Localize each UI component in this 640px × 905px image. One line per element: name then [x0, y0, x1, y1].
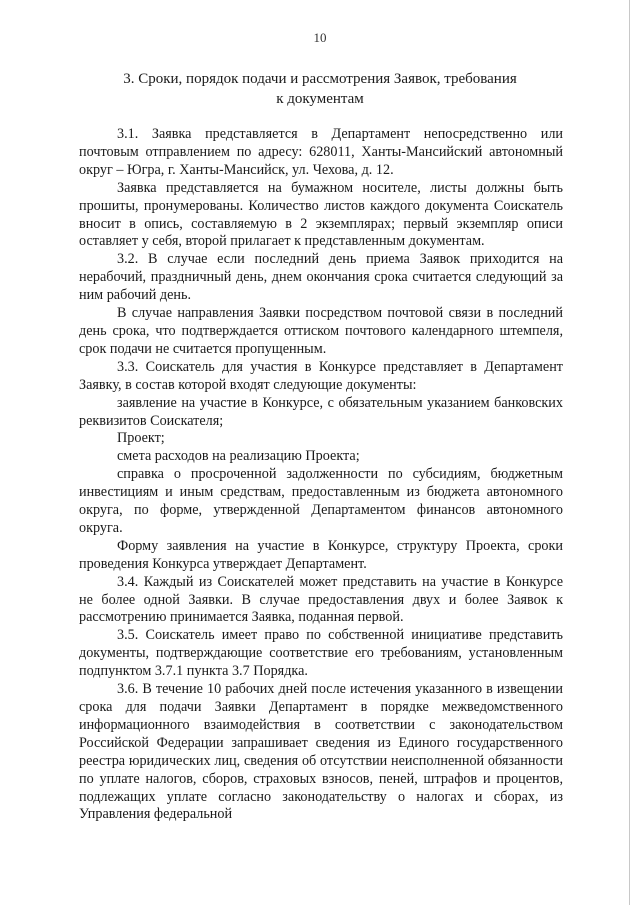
section-heading-line-1: 3. Сроки, порядок подачи и рассмотрения Заявок, требования: [123, 71, 517, 87]
paragraph-3-3: 3.3. Соискатель для участия в Конкурсе представляет в Департамент Заявку, в состав которой входят следующие документы:: [79, 358, 563, 393]
paragraph-paper-format: Заявка представляется на бумажном носителе, листы должны быть прошиты, пронумерованы. Количество листов каждого документа Соискатель вносит в опись, составляемую в 2 экземплярах; первый экземпляр описи оставляет у себя, второй прилагает к представленным документам.: [79, 179, 563, 250]
paragraph-forms: Форму заявления на участие в Конкурсе, структуру Проекта, сроки проведения Конкурса утверждает Департамент.: [79, 537, 563, 572]
list-item-application: заявление на участие в Конкурсе, с обязательным указанием банковских реквизитов Соискателя;: [79, 394, 563, 429]
section-heading-line-2: к документам: [276, 91, 364, 107]
section-heading: [60, 69, 580, 109]
page-number: 10: [313, 30, 327, 45]
paragraph-3-5: 3.5. Соискатель имеет право по собственной инициативе представить документы, подтверждающие соответствие его требованиям, установленным подпунктом 3.7.1 пункта 3.7 Порядка.: [79, 627, 563, 680]
list-item-debt-certificate: справка о просроченной задолженности по субсидиям, бюджетным инвестициям и иным средствам, предоставленным из бюджета автономного округа, по форме, утвержденной Департаментом финансов автономного округа.: [79, 466, 563, 536]
paragraph-3-1: 3.1. Заявка представляется в Департамент непосредственно или почтовым отправлением по адресу: 628011, Ханты-Мансийский автономный округ – Югра, г. Ханты-Мансийск, ул. Чехова, д. 12.: [79, 126, 563, 178]
paragraph-3-6: 3.6. В течение 10 рабочих дней после истечения указанного в извещении срока для подачи Заявки Департамент в порядке межведомственного информационного взаимодействия в соответствии с законодательством Российской Федерации запрашивает сведения из Единого государственного реестра юридических лиц, сведения об отсутствии неисполненной обязанности по уплате налогов, сборов, страховых взносов, пеней, штрафов и процентов, подлежащих уплате согласно законодательству о налогах и сборах, из Управления федеральной: [79, 681, 563, 823]
paragraph-3-4: 3.4. Каждый из Соискателей может представить на участие в Конкурсе не более одной Заявки. В случае предоставления двух и более Заявок к рассмотрению принимается Заявка, поданная первой.: [79, 573, 563, 626]
document-body: [79, 126, 563, 824]
paragraph-3-2: 3.2. В случае если последний день приема Заявок приходится на нерабочий, праздничный день, днем окончания срока считается следующий за ним рабочий день.: [79, 251, 563, 304]
list-item-budget: смета расходов на реализацию Проекта;: [117, 448, 360, 465]
scan-edge-line: [629, 0, 630, 905]
paragraph-postal-submission: В случае направления Заявки посредством почтовой связи в последний день срока, что подтверждается оттиском почтового календарного штемпеля, срок подачи не считается пропущенным.: [79, 305, 563, 357]
list-item-project: Проект;: [117, 430, 165, 447]
